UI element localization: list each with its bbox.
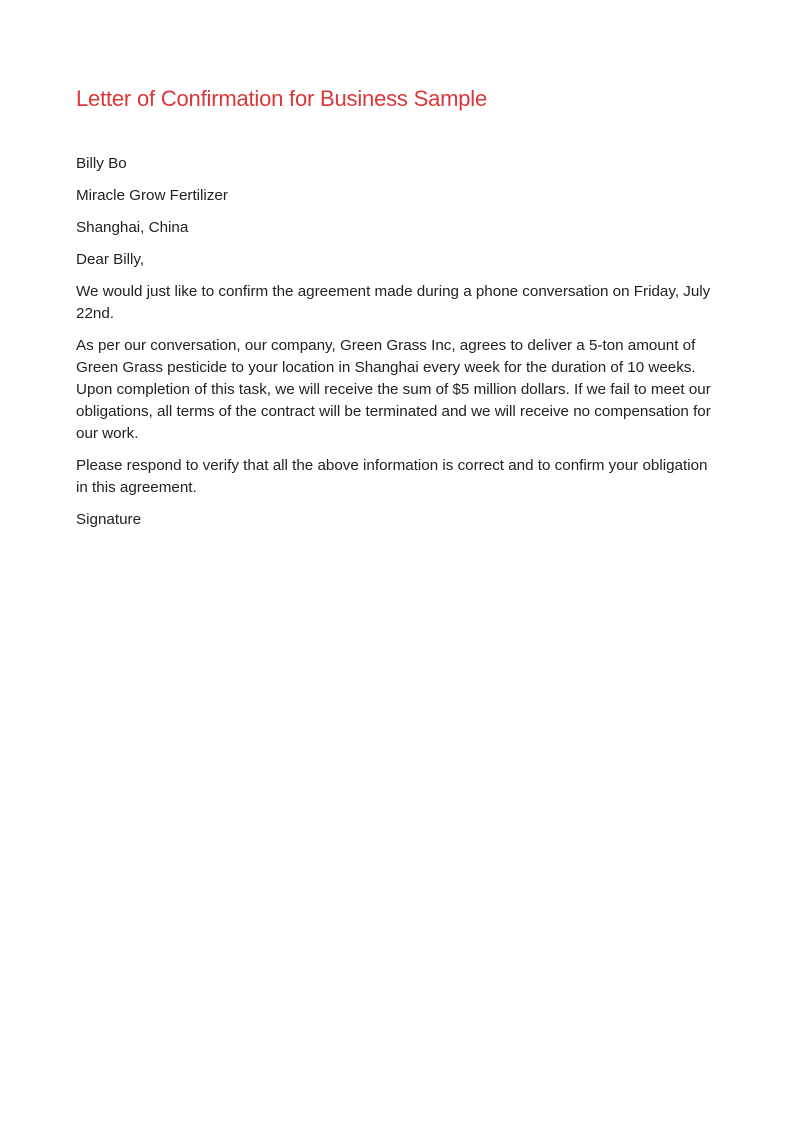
paragraph: Please respond to verify that all the above information is correct and to confirm your obligation in this agreement. bbox=[76, 457, 708, 496]
paragraph: We would just like to confirm the agreement made during a phone conversation on Friday, July 22nd. bbox=[76, 283, 711, 322]
recipient-name: Billy Bo bbox=[76, 155, 127, 172]
recipient-location: Shanghai, China bbox=[76, 219, 189, 236]
recipient-company: Miracle Grow Fertilizer bbox=[76, 187, 228, 204]
letter-body bbox=[76, 153, 716, 541]
paragraph: As per our conversation, our company, Green Grass Inc, agrees to deliver a 5-ton amount of Green Grass pesticide to your location in Shanghai every week for the duration of 10 weeks. Upon completion of this task, we will receive the sum of $5 million dollars. If we fail to meet our obligations, all terms of the contract will be terminated and we will receive no compensation for our work. bbox=[76, 337, 711, 442]
document-title: Letter of Confirmation for Business Sample bbox=[76, 86, 488, 111]
signature: Signature bbox=[76, 511, 142, 528]
salutation: Dear Billy, bbox=[76, 251, 145, 268]
